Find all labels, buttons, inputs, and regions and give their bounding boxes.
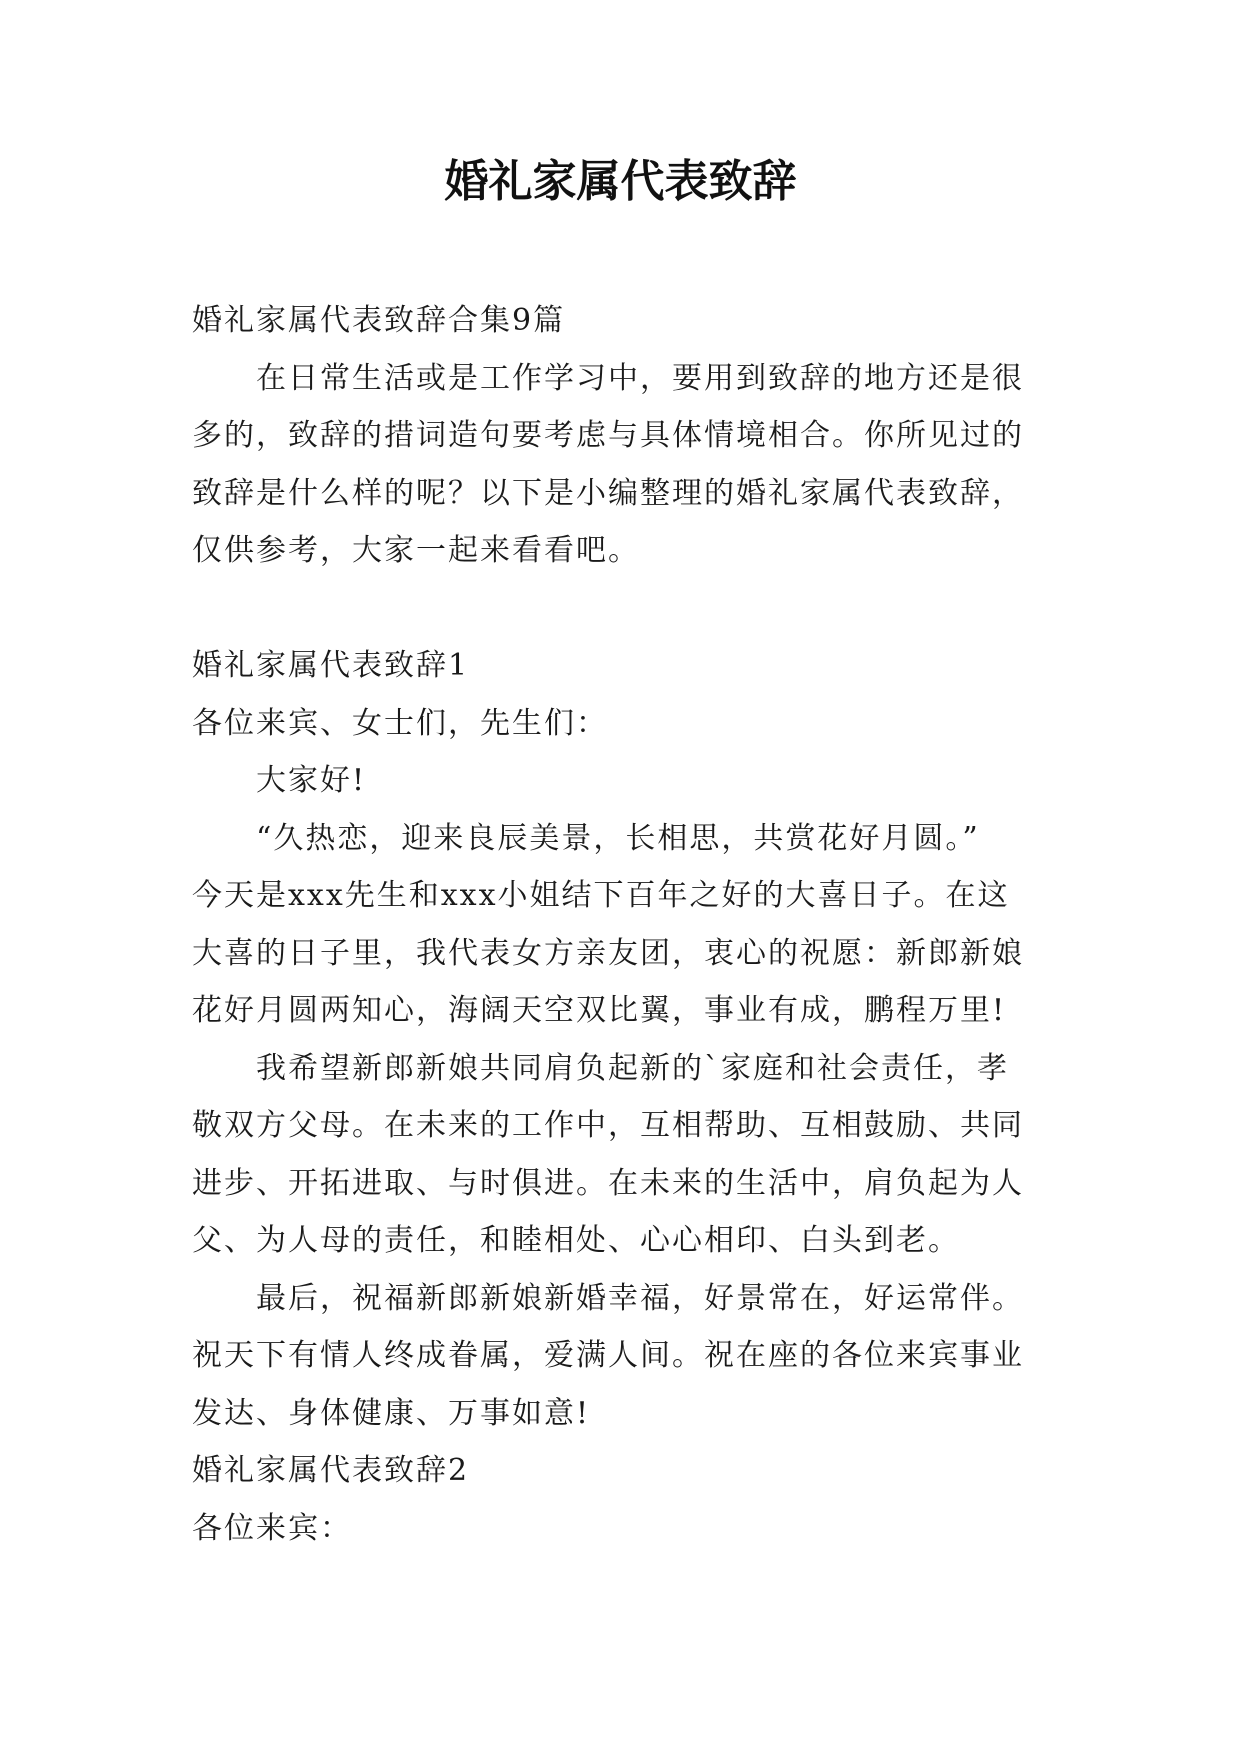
collection-subtitle: 婚礼家属代表致辞合集9篇	[192, 303, 566, 338]
speech1-greeting: 大家好!	[256, 763, 367, 798]
speech1-para3-line: 发达、身体健康、万事如意!	[192, 1395, 591, 1431]
document-body	[192, 292, 1060, 1557]
speech1-heading: 婚礼家属代表致辞1	[192, 648, 470, 683]
paragraph-gap	[192, 580, 1060, 638]
speech1-para2-line: 父、为人母的责任，和睦相处、心心相印、白头到老。	[192, 1223, 960, 1258]
speech2-salutation: 各位来宾：	[192, 1510, 352, 1546]
speech1-para1-line: “久热恋，迎来良辰美景，长相思，共赏花好月圆。”	[256, 820, 980, 856]
speech1-para1-line: 大喜的日子里，我代表女方亲友团，衷心的祝愿：新郎新娘	[192, 935, 1024, 971]
intro-line: 仅供参考，大家一起来看看吧。	[192, 533, 640, 568]
intro-line: 多的，致辞的措词造句要考虑与具体情境相合。你所见过的	[192, 418, 1024, 453]
intro-line: 在日常生活或是工作学习中，要用到致辞的地方还是很	[256, 360, 1024, 396]
speech1-para2-line: 我希望新郎新娘共同肩负起新的`家庭和社会责任，孝	[256, 1050, 1009, 1086]
speech1-para3-line: 最后，祝福新郎新娘新婚幸福，好景常在，好运常伴。	[256, 1280, 1024, 1316]
speech1-para2-line: 进步、开拓进取、与时俱进。在未来的生活中，肩负起为人	[192, 1165, 1024, 1201]
intro-line: 致辞是什么样的呢？以下是小编整理的婚礼家属代表致辞，	[192, 475, 1024, 511]
speech2-heading: 婚礼家属代表致辞2	[192, 1453, 470, 1488]
speech1-salutation: 各位来宾、女士们，先生们：	[192, 705, 608, 741]
speech1-para3-line: 祝天下有情人终成眷属，爱满人间。祝在座的各位来宾事业	[192, 1338, 1024, 1373]
speech1-para1-line: 今天是xxx先生和xxx小姐结下百年之好的大喜日子。在这	[192, 878, 1010, 913]
speech1-para1-line: 花好月圆两知心，海阔天空双比翼，事业有成，鹏程万里!	[192, 993, 1007, 1028]
speech1-para2-line: 敬双方父母。在未来的工作中，互相帮助、互相鼓励、共同	[192, 1108, 1024, 1143]
document-title: 婚礼家属代表致辞	[444, 156, 797, 207]
